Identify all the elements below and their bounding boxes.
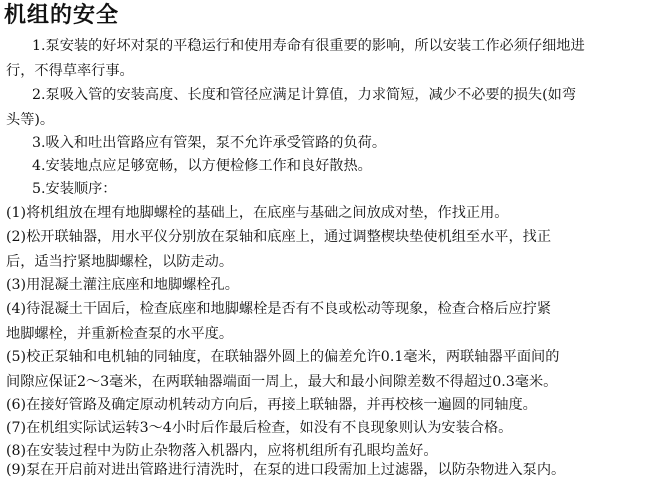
paragraph-line — [6, 83, 646, 108]
step-4 — [6, 297, 646, 347]
paragraph-line: (9)泵在开启前对进出管路进行清洗时，在泵的进口段需加上过滤器，以防杂物进入泵内。 — [6, 462, 566, 478]
paragraph-line: (8)在安装过程中为防止杂物落入机器内，应将机组所有孔眼均盖好。 — [6, 443, 438, 459]
paragraph-2 — [6, 83, 646, 133]
paragraph-text: 2.泵吸入管的安装高度、长度和管径应满足计算值，力求简短，减少不必要的损失(如弯 — [32, 87, 577, 103]
step-7 — [6, 416, 646, 441]
paragraph-1 — [6, 34, 646, 84]
paragraph-text: 4.安装地点应足够宽畅，以方便检修工作和良好散热。 — [32, 158, 372, 174]
paragraph-text: 5.安装顺序： — [32, 181, 117, 197]
step-3 — [6, 273, 646, 298]
paragraph-line: 行，不得草率行事。 — [6, 63, 134, 79]
paragraph-line — [6, 34, 646, 59]
paragraph-line — [6, 131, 646, 156]
paragraph-line: (6)在接好管路及确定原动机转动方向后，再接上联轴器，并再校核一遍圆的同轴度。 — [6, 397, 537, 413]
paragraph-line: 头等)。 — [6, 112, 55, 128]
step-9 — [6, 458, 646, 483]
paragraph-text: 1.泵安装的好坏对泵的平稳运行和使用寿命有很重要的影响，所以安装工作必须仔细地进 — [32, 38, 585, 54]
page-title: 机组的安全 — [4, 3, 120, 28]
paragraph-line: (1)将机组放在埋有地脚螺栓的基础上，在底座与基础之间放成对垫，作找正用。 — [6, 205, 509, 221]
paragraph-line: (7)在机组实际试运转3～4小时后作最后检查，如没有不良现象则认为安装合格。 — [6, 420, 513, 436]
paragraph-line: 间隙应保证2～3毫米，在两联轴器端面一周上，最大和最小间隙差数不得超过0.3毫米。 — [6, 374, 558, 390]
paragraph-4 — [6, 154, 646, 179]
step-2 — [6, 225, 646, 275]
paragraph-3 — [6, 131, 646, 156]
step-1 — [6, 201, 646, 226]
step-5 — [6, 345, 646, 395]
paragraph-line: 地脚螺栓，并重新检查泵的水平度。 — [6, 326, 234, 342]
paragraph-line — [6, 154, 646, 179]
paragraph-line: (2)松开联轴器，用水平仪分别放在泵轴和底座上，通过调整楔块垫使机组至水平，找正 — [6, 229, 552, 245]
paragraph-5 — [6, 177, 646, 202]
step-6 — [6, 393, 646, 418]
paragraph-text: 3.吸入和吐出管路应有管架，泵不允许承受管路的负荷。 — [32, 135, 387, 151]
paragraph-line: (5)校正泵轴和电机轴的同轴度，在联轴器外圆上的偏差允许0.1毫米，两联轴器平面间的 — [6, 349, 560, 365]
paragraph-line: (3)用混凝土灌注底座和地脚螺栓孔。 — [6, 277, 239, 293]
paragraph-line: (4)待混凝土干固后，检查底座和地脚螺栓是否有不良或松动等现象，检查合格后应拧紧 — [6, 301, 552, 317]
paragraph-line — [6, 177, 646, 202]
paragraph-line: 后，适当拧紧地脚螺栓，以防走动。 — [6, 254, 234, 270]
